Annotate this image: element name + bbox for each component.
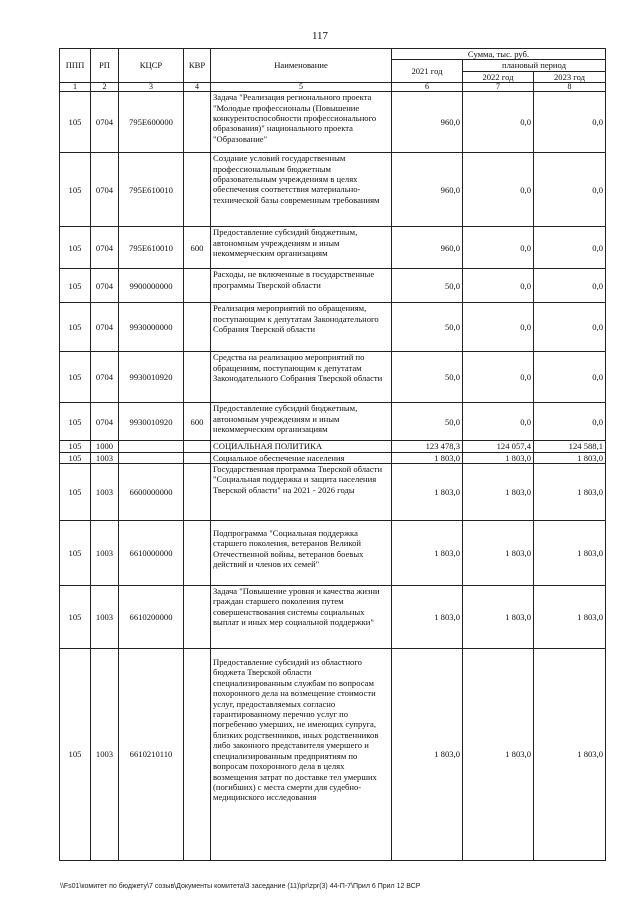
table-row bbox=[60, 586, 606, 649]
cell-2021: 1 803,0 bbox=[392, 452, 463, 463]
cell-kcsr: 6610210110 bbox=[119, 649, 184, 861]
cell-2023: 1 803,0 bbox=[534, 586, 606, 649]
cell-2021: 1 803,0 bbox=[392, 649, 463, 861]
cell-rp: 1000 bbox=[91, 441, 119, 452]
cell-name: Подпрограмма "Социальная поддержка старшего поколения, ветеранов Великой Отечественной войны, ветеранов боевых действий и членов их семей" bbox=[211, 521, 392, 586]
cell-2021: 50,0 bbox=[392, 352, 463, 403]
cell-rp: 0704 bbox=[91, 352, 119, 403]
cell-2021: 960,0 bbox=[392, 153, 463, 227]
table-row bbox=[60, 153, 606, 227]
cell-name: Расходы, не включенные в государственные программы Тверской области bbox=[211, 269, 392, 303]
cell-name: Задача "Реализация регионального проекта "Молодые профессионалы (Повышение конкурентоспособности профессионального образования)" национального проекта "Образование" bbox=[211, 92, 392, 153]
cell-kcsr: 6610000000 bbox=[119, 521, 184, 586]
cell-ppp: 105 bbox=[60, 521, 91, 586]
budget-table bbox=[59, 48, 606, 861]
cell-2021: 50,0 bbox=[392, 303, 463, 352]
cell-kcsr: 9930000000 bbox=[119, 303, 184, 352]
cell-name: Создание условий государственным профессиональным бюджетным образовательным учреждениям в целях обеспечения соответствия материально-технической базы современным требованиям bbox=[211, 153, 392, 227]
cell-ppp: 105 bbox=[60, 303, 91, 352]
cell-name: Предоставление субсидий бюджетным, автономным учреждениям и иным некоммерческим организациям bbox=[211, 227, 392, 269]
cell-ppp: 105 bbox=[60, 227, 91, 269]
cell-2022: 1 803,0 bbox=[463, 586, 534, 649]
cell-2021: 1 803,0 bbox=[392, 464, 463, 521]
header-ppp: ППП bbox=[60, 49, 91, 83]
cell-kcsr: 9930010920 bbox=[119, 403, 184, 441]
cell-rp: 0704 bbox=[91, 153, 119, 227]
cell-2022: 1 803,0 bbox=[463, 649, 534, 861]
cell-kvr bbox=[184, 352, 211, 403]
cell-2022: 0,0 bbox=[463, 352, 534, 403]
cell-2023: 124 588,1 bbox=[534, 441, 606, 452]
cell-rp: 1003 bbox=[91, 521, 119, 586]
cell-rp: 1003 bbox=[91, 586, 119, 649]
cell-kvr bbox=[184, 92, 211, 153]
cell-kcsr bbox=[119, 452, 184, 463]
cell-rp: 0704 bbox=[91, 92, 119, 153]
table-row bbox=[60, 403, 606, 441]
cell-kvr bbox=[184, 452, 211, 463]
cell-rp: 0704 bbox=[91, 227, 119, 269]
cell-2021: 50,0 bbox=[392, 269, 463, 303]
header-2023: 2023 год bbox=[534, 71, 606, 82]
header-kvr: КВР bbox=[184, 49, 211, 83]
file-path-footer: \\Fs01\комитет по бюджету\7 созыв\Документы комитета\3 заседание (11)\pr\zpr(3) 44-П-7\Прил 6 Прил 12 ВСР bbox=[60, 883, 421, 890]
cell-name: Социальное обеспечение населения bbox=[211, 452, 392, 463]
cell-ppp: 105 bbox=[60, 352, 91, 403]
column-index: 7 bbox=[463, 83, 534, 92]
cell-ppp: 105 bbox=[60, 153, 91, 227]
table-row bbox=[60, 352, 606, 403]
cell-2022: 0,0 bbox=[463, 403, 534, 441]
cell-ppp: 105 bbox=[60, 269, 91, 303]
cell-name: Средства на реализацию мероприятий по обращениям, поступающим к депутатам Законодательного Собрания Тверской области bbox=[211, 352, 392, 403]
cell-kcsr: 6610200000 bbox=[119, 586, 184, 649]
cell-name: Государственная программа Тверской области "Социальная поддержка и защита населения Тверской области" на 2021 - 2026 годы bbox=[211, 464, 392, 521]
table-row bbox=[60, 441, 606, 452]
header-kcsr: КЦСР bbox=[119, 49, 184, 83]
cell-ppp: 105 bbox=[60, 452, 91, 463]
cell-2023: 0,0 bbox=[534, 303, 606, 352]
table-row bbox=[60, 521, 606, 586]
cell-rp: 0704 bbox=[91, 303, 119, 352]
table-row bbox=[60, 649, 606, 861]
cell-2021: 1 803,0 bbox=[392, 521, 463, 586]
cell-kvr: 600 bbox=[184, 403, 211, 441]
cell-kvr bbox=[184, 441, 211, 452]
cell-rp: 0704 bbox=[91, 269, 119, 303]
cell-2023: 0,0 bbox=[534, 227, 606, 269]
column-index: 4 bbox=[184, 83, 211, 92]
cell-ppp: 105 bbox=[60, 403, 91, 441]
cell-2023: 1 803,0 bbox=[534, 521, 606, 586]
header-2021: 2021 год bbox=[392, 60, 463, 83]
cell-2022: 0,0 bbox=[463, 92, 534, 153]
cell-kcsr: 795E610010 bbox=[119, 227, 184, 269]
cell-2022: 1 803,0 bbox=[463, 452, 534, 463]
cell-2022: 0,0 bbox=[463, 269, 534, 303]
cell-2023: 0,0 bbox=[534, 269, 606, 303]
cell-2021: 960,0 bbox=[392, 227, 463, 269]
header-planned-period: плановый период bbox=[463, 60, 606, 71]
cell-kvr bbox=[184, 464, 211, 521]
cell-2021: 1 803,0 bbox=[392, 586, 463, 649]
header-2022: 2022 год bbox=[463, 71, 534, 82]
cell-kvr bbox=[184, 586, 211, 649]
cell-ppp: 105 bbox=[60, 586, 91, 649]
cell-name: Предоставление субсидий из областного бюджета Тверской области специализированным службам по вопросам похоронного дела на возмещение стоимости услуг, предоставляемых согласно гарантированному перечню услуг по погребению умерших, не имеющих супруга, близких родственников, иных родственников либо законного представителя умершего и специализированным предприятиям по вопросам похоронного дела в целях возмещения затрат по доставке тел умерших (погибших) с места смерти для судебно-медицинского исследования bbox=[211, 649, 392, 861]
cell-rp: 1003 bbox=[91, 464, 119, 521]
cell-ppp: 105 bbox=[60, 649, 91, 861]
cell-name: Предоставление субсидий бюджетным, автономным учреждениям и иным некоммерческим организациям bbox=[211, 403, 392, 441]
header-name: Наименование bbox=[211, 49, 392, 83]
cell-2023: 1 803,0 bbox=[534, 452, 606, 463]
column-index: 8 bbox=[534, 83, 606, 92]
cell-rp: 1003 bbox=[91, 452, 119, 463]
column-index: 6 bbox=[392, 83, 463, 92]
cell-2021: 960,0 bbox=[392, 92, 463, 153]
cell-2023: 1 803,0 bbox=[534, 649, 606, 861]
cell-kvr bbox=[184, 521, 211, 586]
cell-2022: 0,0 bbox=[463, 153, 534, 227]
column-index: 1 bbox=[60, 83, 91, 92]
table-row bbox=[60, 464, 606, 521]
cell-kcsr: 6600000000 bbox=[119, 464, 184, 521]
header-rp: РП bbox=[91, 49, 119, 83]
cell-2023: 0,0 bbox=[534, 92, 606, 153]
cell-kvr bbox=[184, 649, 211, 861]
cell-kcsr: 9930010920 bbox=[119, 352, 184, 403]
cell-2023: 0,0 bbox=[534, 153, 606, 227]
cell-2023: 0,0 bbox=[534, 352, 606, 403]
column-index: 2 bbox=[91, 83, 119, 92]
cell-ppp: 105 bbox=[60, 441, 91, 452]
cell-2022: 1 803,0 bbox=[463, 521, 534, 586]
table-row bbox=[60, 227, 606, 269]
cell-2021: 123 478,3 bbox=[392, 441, 463, 452]
cell-2022: 0,0 bbox=[463, 227, 534, 269]
page-number: 117 bbox=[311, 30, 329, 42]
cell-kcsr: 795E610010 bbox=[119, 153, 184, 227]
column-index: 3 bbox=[119, 83, 184, 92]
cell-2023: 1 803,0 bbox=[534, 464, 606, 521]
cell-2023: 0,0 bbox=[534, 403, 606, 441]
table-row bbox=[60, 269, 606, 303]
cell-kvr bbox=[184, 269, 211, 303]
cell-kcsr: 795E600000 bbox=[119, 92, 184, 153]
cell-kcsr: 9900000000 bbox=[119, 269, 184, 303]
column-index: 5 bbox=[211, 83, 392, 92]
cell-kcsr bbox=[119, 441, 184, 452]
cell-2022: 124 057,4 bbox=[463, 441, 534, 452]
cell-kvr bbox=[184, 153, 211, 227]
cell-2021: 50,0 bbox=[392, 403, 463, 441]
cell-name: СОЦИАЛЬНАЯ ПОЛИТИКА bbox=[211, 441, 392, 452]
table-row bbox=[60, 92, 606, 153]
cell-kvr: 600 bbox=[184, 227, 211, 269]
header-sum: Сумма, тыс. руб. bbox=[392, 49, 606, 60]
table-row bbox=[60, 303, 606, 352]
cell-kvr bbox=[184, 303, 211, 352]
cell-2022: 0,0 bbox=[463, 303, 534, 352]
cell-ppp: 105 bbox=[60, 464, 91, 521]
cell-rp: 1003 bbox=[91, 649, 119, 861]
cell-ppp: 105 bbox=[60, 92, 91, 153]
cell-2022: 1 803,0 bbox=[463, 464, 534, 521]
cell-name: Реализация мероприятий по обращениям, поступающим к депутатам Законодательного Собрания Тверской области bbox=[211, 303, 392, 352]
table-row bbox=[60, 452, 606, 463]
cell-rp: 0704 bbox=[91, 403, 119, 441]
cell-name: Задача "Повышение уровня и качества жизни граждан старшего поколения путем совершенствования системы социальных выплат и иных мер социальной поддержки" bbox=[211, 586, 392, 649]
